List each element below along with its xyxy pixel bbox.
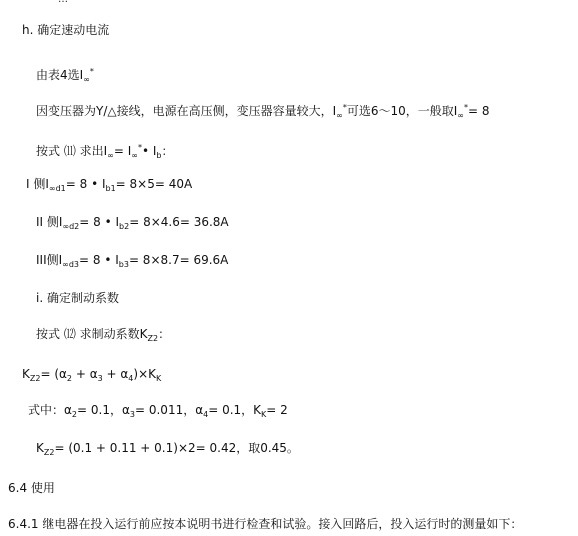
section-i-heading: i. 确定制动系数	[36, 291, 119, 305]
section-6-4-1-paragraph: 6.4.1 继电器在投入运行前应按本说明书进行检查和试验。接入回路后，投入运行时的测量如下：	[8, 517, 523, 531]
section-6-4-heading: 6.4 使用	[8, 481, 55, 495]
table-selection-line: 由表4选$I_\infty^*$	[36, 67, 94, 84]
side-2-current-line: II 侧$I_{\infty d2}= 8$ • $I_{b2}= 8\times 4.6= 36.8A$	[36, 215, 229, 231]
cut-off-text-fragment	[58, 0, 138, 2]
transformer-condition-line: 因变压器为Y/△接线，电源在高压侧，变压器容量较大，$I_\infty^*$可选6～10，一般取$I_\infty^*= 8$	[36, 103, 490, 120]
kz2-formula-line: $K_{Z2}= (\alpha_2 + \alpha_3 + \alpha_4)\times K_K$	[22, 367, 162, 383]
kz2-result-line: $K_{Z2}= (0.1 + 0.11 + 0.1)\times 2= 0.42$，取0.45。	[36, 441, 299, 457]
formula-12-line: 按式 ⑿ 求制动系数$K_{Z2}$：	[36, 327, 171, 343]
side-3-current-line: III侧$I_{\infty d3}= 8$ • $I_{b3}= 8\times 8.7= 69.6A$	[36, 253, 229, 269]
coefficients-line: 式中：$\alpha_2= 0.1$，$\alpha_3= 0.011$，$\alpha_4= 0.1$，$K_K= 2$	[28, 403, 288, 419]
section-h-heading: h. 确定速动电流	[22, 23, 110, 37]
side-1-current-line: I 侧$I_{\infty d1}= 8$ • $I_{b1}= 8\times 5= 40A$	[26, 177, 193, 193]
formula-11-line: 按式 ⑾ 求出$I_\infty=$ $I_\infty^*•$ $I_b$：	[36, 143, 174, 160]
